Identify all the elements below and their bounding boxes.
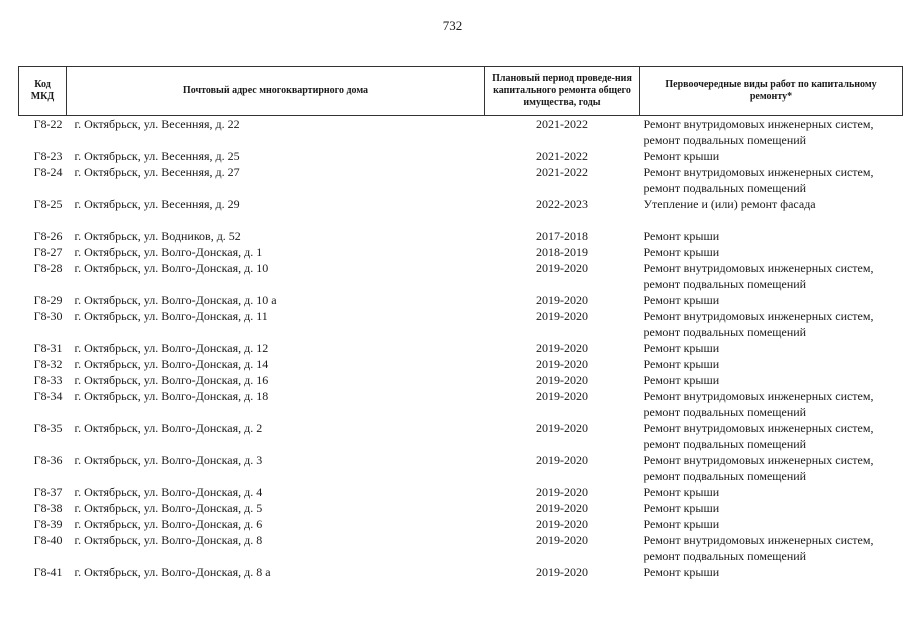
- works-cell: Ремонт крыши: [643, 293, 720, 307]
- period-cell: 2018-2019: [536, 245, 588, 259]
- table-row: [19, 564, 903, 580]
- table-row: [19, 116, 903, 149]
- period-cell: 2021-2022: [536, 165, 588, 179]
- period-cell: 2017-2018: [536, 229, 588, 243]
- table-row: [19, 292, 903, 308]
- works-cell: Утепление и (или) ремонт фасада: [643, 197, 816, 211]
- code-cell: Г8-32: [33, 357, 63, 371]
- address-cell: г. Октябрьск, ул. Волго-Донская, д. 5: [74, 501, 263, 515]
- code-cell: Г8-27: [33, 245, 63, 259]
- code-cell: Г8-40: [33, 533, 63, 547]
- period-cell: 2019-2020: [536, 293, 588, 307]
- code-cell: Г8-26: [33, 229, 63, 243]
- table-row: [19, 500, 903, 516]
- code-cell: Г8-31: [33, 341, 63, 355]
- period-cell: 2021-2022: [536, 117, 588, 131]
- works-cell: Ремонт крыши: [643, 149, 720, 163]
- address-cell: г. Октябрьск, ул. Волго-Донская, д. 8 а: [74, 565, 271, 579]
- period-cell: 2019-2020: [536, 373, 588, 387]
- address-cell: г. Октябрьск, ул. Волго-Донская, д. 12: [74, 341, 269, 355]
- period-cell: 2019-2020: [536, 389, 588, 403]
- repair-schedule-table: [18, 66, 903, 580]
- period-cell: 2019-2020: [536, 501, 588, 515]
- address-cell: г. Октябрьск, ул. Волго-Донская, д. 11: [74, 309, 268, 323]
- code-cell: Г8-30: [33, 309, 63, 323]
- page-number: 732: [442, 18, 463, 33]
- works-cell: Ремонт внутридомовых инженерных систем, ремонт подвальных помещений: [643, 309, 874, 339]
- code-cell: Г8-29: [33, 293, 63, 307]
- period-cell: 2019-2020: [536, 565, 588, 579]
- works-cell: Ремонт крыши: [643, 357, 720, 371]
- address-cell: г. Октябрьск, ул. Волго-Донская, д. 4: [74, 485, 263, 499]
- period-cell: 2019-2020: [536, 341, 588, 355]
- works-cell: Ремонт крыши: [643, 229, 720, 243]
- code-cell: Г8-41: [33, 565, 63, 579]
- works-cell: Ремонт крыши: [643, 485, 720, 499]
- works-cell: Ремонт внутридомовых инженерных систем, ремонт подвальных помещений: [643, 261, 874, 291]
- address-cell: г. Октябрьск, ул. Волго-Донская, д. 2: [74, 421, 263, 435]
- period-cell: 2019-2020: [536, 357, 588, 371]
- works-cell: Ремонт крыши: [643, 517, 720, 531]
- works-cell: Ремонт крыши: [643, 501, 720, 515]
- works-cell: Ремонт крыши: [643, 245, 720, 259]
- address-cell: г. Октябрьск, ул. Волго-Донская, д. 10: [74, 261, 269, 275]
- address-cell: г. Октябрьск, ул. Весенняя, д. 27: [74, 165, 240, 179]
- code-cell: Г8-36: [33, 453, 63, 467]
- address-cell: г. Октябрьск, ул. Волго-Донская, д. 18: [74, 389, 269, 403]
- table-row: [19, 388, 903, 420]
- table-row: [19, 484, 903, 500]
- code-cell: Г8-39: [33, 517, 63, 531]
- period-cell: 2019-2020: [536, 309, 588, 323]
- code-cell: Г8-33: [33, 373, 63, 387]
- works-cell: Ремонт крыши: [643, 373, 720, 387]
- table-row: [19, 148, 903, 164]
- address-cell: г. Октябрьск, ул. Волго-Донская, д. 16: [74, 373, 269, 387]
- table-row: [19, 260, 903, 292]
- works-cell: Ремонт внутридомовых инженерных систем, ремонт подвальных помещений: [643, 389, 874, 419]
- header-works: Первоочередные виды работ по капитальному ремонту*: [640, 67, 903, 116]
- period-cell: 2021-2022: [536, 149, 588, 163]
- works-cell: Ремонт внутридомовых инженерных систем, ремонт подвальных помещений: [643, 165, 874, 195]
- address-cell: г. Октябрьск, ул. Волго-Донская, д. 3: [74, 453, 263, 467]
- table-body: [19, 116, 903, 581]
- works-cell: Ремонт внутридомовых инженерных систем, ремонт подвальных помещений: [643, 117, 874, 147]
- works-cell: Ремонт крыши: [643, 565, 720, 579]
- code-cell: Г8-28: [33, 261, 63, 275]
- code-cell: Г8-25: [33, 197, 63, 211]
- address-cell: г. Октябрьск, ул. Весенняя, д. 29: [74, 197, 240, 211]
- works-cell: Ремонт крыши: [643, 341, 720, 355]
- period-cell: 2019-2020: [536, 421, 588, 435]
- address-cell: г. Октябрьск, ул. Волго-Донская, д. 6: [74, 517, 263, 531]
- code-cell: Г8-24: [33, 165, 63, 179]
- works-cell: Ремонт внутридомовых инженерных систем, ремонт подвальных помещений: [643, 421, 874, 451]
- works-cell: Ремонт внутридомовых инженерных систем, ремонт подвальных помещений: [643, 453, 874, 483]
- table-row: [19, 340, 903, 356]
- code-cell: Г8-23: [33, 149, 63, 163]
- period-cell: 2022-2023: [536, 197, 588, 211]
- header-address: Почтовый адрес многоквартирного дома: [67, 67, 485, 116]
- table-row: [19, 244, 903, 260]
- address-cell: г. Октябрьск, ул. Волго-Донская, д. 1: [74, 245, 263, 259]
- code-cell: Г8-38: [33, 501, 63, 515]
- table-row: [19, 532, 903, 564]
- table-header-row: [19, 67, 903, 116]
- code-cell: Г8-22: [33, 117, 63, 131]
- period-cell: 2019-2020: [536, 485, 588, 499]
- table-row: [19, 516, 903, 532]
- code-cell: Г8-35: [33, 421, 63, 435]
- period-cell: 2019-2020: [536, 533, 588, 547]
- header-code: Код МКД: [19, 67, 67, 116]
- address-cell: г. Октябрьск, ул. Волго-Донская, д. 10 а: [74, 293, 277, 307]
- works-cell: Ремонт внутридомовых инженерных систем, ремонт подвальных помещений: [643, 533, 874, 563]
- address-cell: г. Октябрьск, ул. Волго-Донская, д. 14: [74, 357, 269, 371]
- table-row: [19, 420, 903, 452]
- table-row: [19, 308, 903, 340]
- address-cell: г. Октябрьск, ул. Водников, д. 52: [74, 229, 241, 243]
- period-cell: 2019-2020: [536, 261, 588, 275]
- period-cell: 2019-2020: [536, 517, 588, 531]
- code-cell: Г8-37: [33, 485, 63, 499]
- table-row: [19, 164, 903, 196]
- address-cell: г. Октябрьск, ул. Волго-Донская, д. 8: [74, 533, 263, 547]
- address-cell: г. Октябрьск, ул. Весенняя, д. 25: [74, 149, 240, 163]
- table-row: [19, 452, 903, 484]
- table-row: [19, 196, 903, 228]
- code-cell: Г8-34: [33, 389, 63, 403]
- header-period: Плановый период проведе-ния капитального ремонта общего имущества, годы: [485, 67, 640, 116]
- address-cell: г. Октябрьск, ул. Весенняя, д. 22: [74, 117, 240, 131]
- period-cell: 2019-2020: [536, 453, 588, 467]
- table-row: [19, 356, 903, 372]
- table-row: [19, 372, 903, 388]
- table-row: [19, 228, 903, 244]
